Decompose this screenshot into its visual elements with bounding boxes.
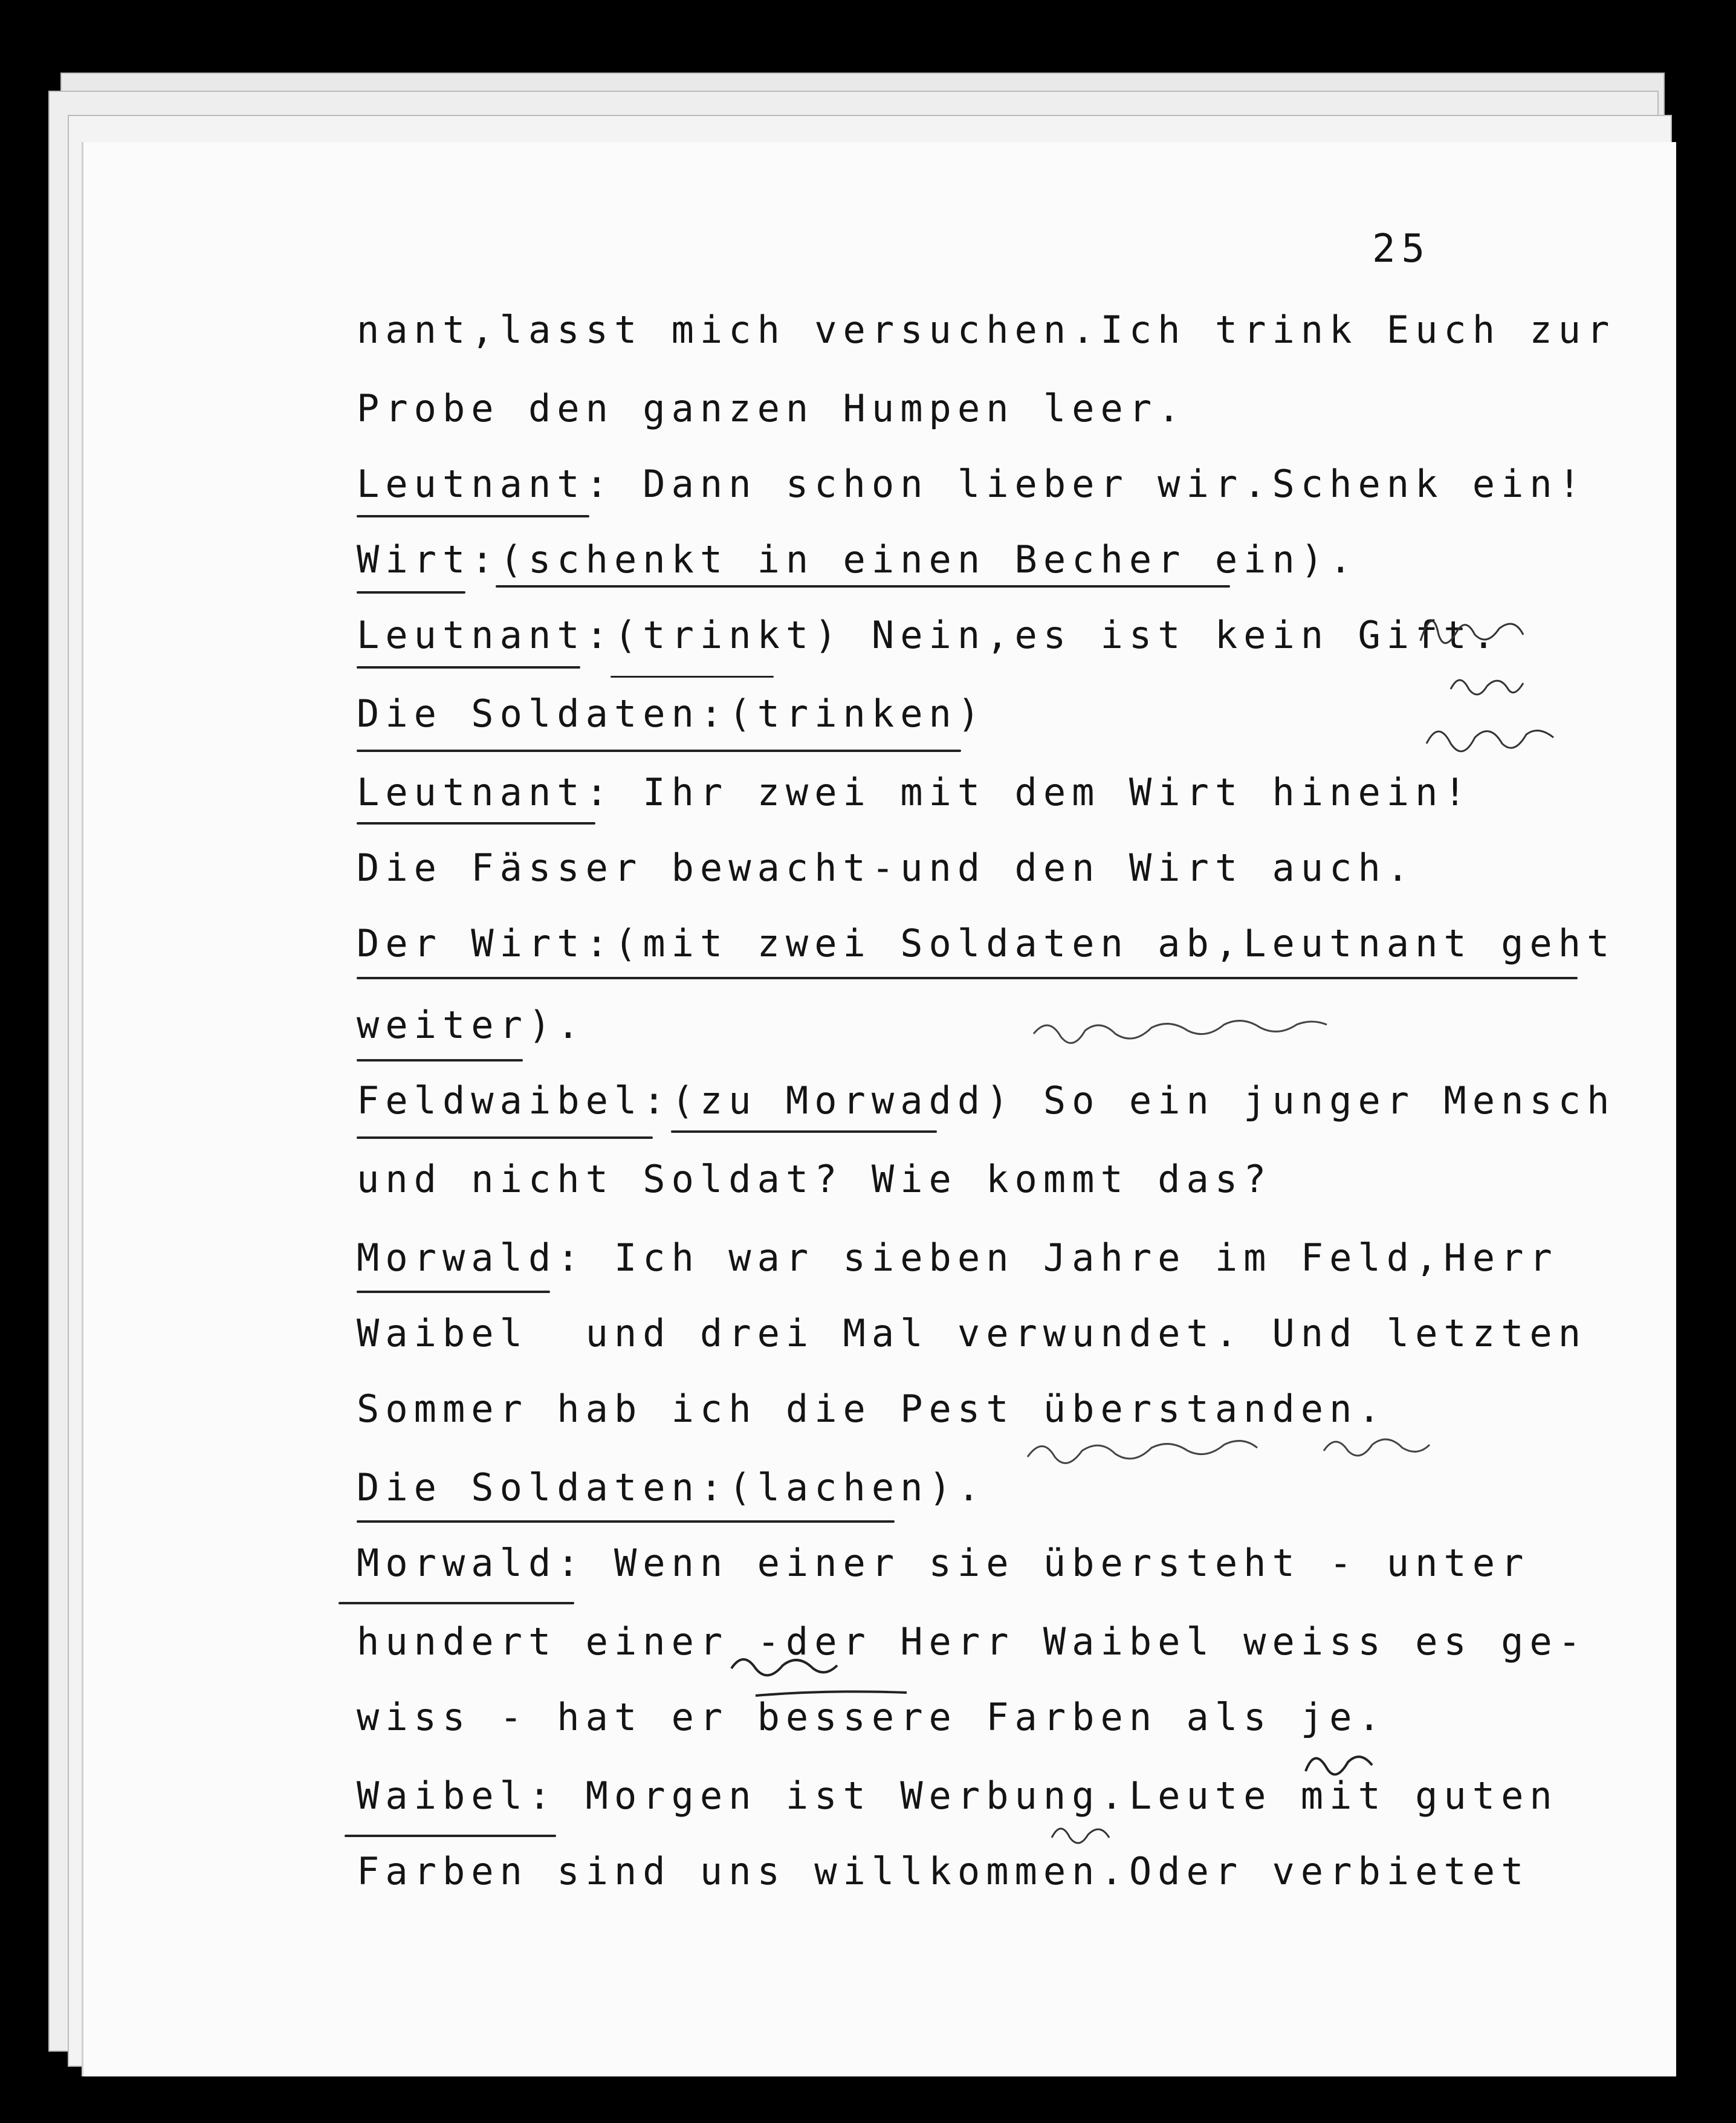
text-line-3: Leutnant: Dann schon lieber wir.Schenk ein! xyxy=(357,462,1587,506)
text-line-1: nant,lasst mich versuchen.Ich trink Euch zur xyxy=(357,308,1616,352)
underline-mark xyxy=(611,676,774,678)
underline-mark xyxy=(357,822,595,825)
text-line-21: Farben sind uns willkommen.Oder verbietet xyxy=(357,1849,1530,1893)
text-line-19: wiss - hat er bessere Farben als je. xyxy=(357,1695,1387,1739)
underline-mark xyxy=(357,1059,523,1062)
underline-mark xyxy=(338,1602,574,1604)
text-line-2: Probe den ganzen Humpen leer. xyxy=(357,386,1187,430)
text-line-9: Der Wirt:(mit zwei Soldaten ab,Leutnant geht xyxy=(357,921,1616,965)
text-line-7: Leutnant: Ihr zwei mit dem Wirt hinein! xyxy=(357,770,1472,814)
text-line-6: Die Soldaten:(trinken) xyxy=(357,692,986,736)
text-line-12: und nicht Soldat? Wie kommt das? xyxy=(357,1157,1272,1201)
handwritten-margin-note xyxy=(1414,598,1614,774)
handwritten-margin-note xyxy=(1028,1010,1354,1052)
text-line-18: hundert einer -der Herr Waibel weiss es ge- xyxy=(357,1619,1587,1664)
text-line-14: Waibel und drei Mal verwundet. Und letzten xyxy=(357,1311,1587,1355)
handwritten-insertion xyxy=(1300,1741,1384,1783)
underline-mark xyxy=(357,977,1578,979)
underline-mark xyxy=(357,1520,895,1523)
handwritten-insertion xyxy=(1046,1813,1130,1850)
text-line-4: Wirt:(schenkt in einen Becher ein). xyxy=(357,537,1358,582)
page-number: 25 xyxy=(1372,227,1431,271)
underline-mark xyxy=(671,1130,937,1133)
underline-mark xyxy=(496,585,1230,588)
text-line-10: weiter). xyxy=(357,1003,586,1047)
text-line-15: Sommer hab ich die Pest überstanden. xyxy=(357,1387,1387,1431)
underline-mark xyxy=(357,1136,653,1139)
text-line-17: Morwald: Wenn einer sie übersteht - unter xyxy=(357,1541,1530,1585)
handwritten-margin-note xyxy=(1022,1427,1481,1475)
underline-mark xyxy=(357,750,961,752)
text-line-11: Feldwaibel:(zu Morwadd) So ein junger Mensch xyxy=(357,1078,1616,1123)
underline-mark xyxy=(357,1291,550,1293)
text-line-16: Die Soldaten:(lachen). xyxy=(357,1465,986,1509)
underline-mark xyxy=(357,591,465,594)
text-line-20: Waibel: Morgen ist Werbung.Leute mit guten xyxy=(357,1774,1558,1818)
handwritten-insertion xyxy=(719,1644,919,1705)
underline-mark xyxy=(357,515,589,517)
text-line-5: Leutnant:(trinkt) Nein,es ist kein Gift. xyxy=(357,613,1501,657)
underline-mark xyxy=(357,666,580,669)
text-line-13: Morwald: Ich war sieben Jahre im Feld,Herr xyxy=(357,1236,1558,1280)
text-line-8: Die Fässer bewacht-und den Wirt auch. xyxy=(357,846,1416,890)
underline-mark xyxy=(345,1835,556,1837)
